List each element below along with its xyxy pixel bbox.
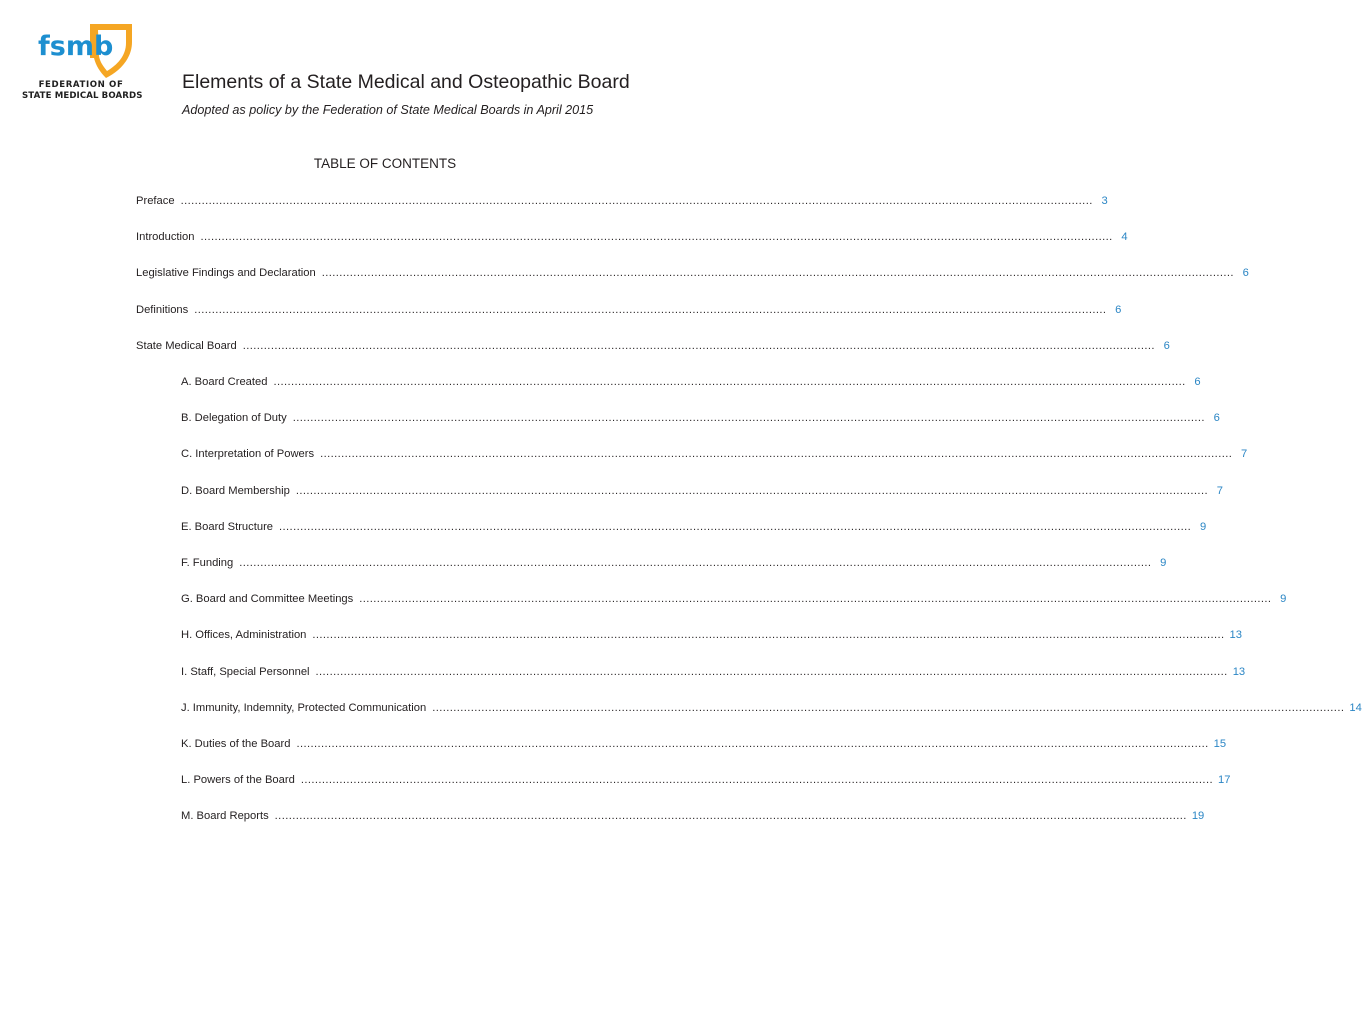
fsmb-logo [22, 22, 143, 102]
toc-dot-leader: .................................................................................................................................................................................................................................................................... [239, 557, 1152, 569]
toc-dot-leader: .................................................................................................................................................................................................................................................................... [274, 810, 1187, 823]
toc-entry-label: E. Board Structure [181, 520, 274, 533]
toc-entry[interactable] [181, 484, 1223, 501]
toc-entry-label: B. Delegation of Duty [181, 412, 287, 425]
toc-page-number[interactable]: 13 [1229, 629, 1242, 642]
page-subtitle: Adopted as policy by the Federation of State Medical Boards in April 2015 [182, 103, 594, 117]
toc-dot-leader: .................................................................................................................................................................................................................................................................... [432, 701, 1345, 714]
toc-page-number[interactable]: 6 [1194, 376, 1201, 388]
logo-wordmark: fsmb [38, 31, 114, 62]
toc-entry-label: F. Funding [181, 557, 234, 569]
toc-entry[interactable] [181, 810, 1205, 826]
toc-entry-label: H. Offices, Administration [181, 629, 307, 642]
toc-entry[interactable] [136, 231, 1128, 247]
shield-icon [38, 22, 138, 80]
toc-entry[interactable] [181, 701, 1362, 718]
toc-page-number[interactable]: 6 [1213, 412, 1220, 425]
toc-dot-leader: .................................................................................................................................................................................................................................................................... [200, 231, 1113, 244]
toc-entry-label: K. Duties of the Board [181, 738, 291, 750]
toc-page-number[interactable]: 6 [1163, 339, 1170, 352]
toc-entry-label: M. Board Reports [181, 810, 269, 823]
toc-page-number[interactable]: 19 [1191, 810, 1205, 823]
toc-entry[interactable] [181, 557, 1167, 573]
toc-entry[interactable] [181, 593, 1287, 609]
toc-page-number[interactable]: 9 [1160, 557, 1167, 569]
toc-entry[interactable] [181, 412, 1220, 428]
toc-dot-leader: .................................................................................................................................................................................................................................................................... [296, 738, 1209, 750]
toc-page-number[interactable]: 7 [1216, 484, 1223, 497]
toc-entry[interactable] [181, 629, 1242, 645]
toc-entry-label: A. Board Created [181, 376, 268, 388]
toc-page-number[interactable]: 6 [1242, 267, 1249, 280]
logo-line-2: STATE MEDICAL BOARDS [22, 91, 143, 101]
toc-page-number[interactable]: 9 [1199, 520, 1207, 533]
toc-heading: TABLE OF CONTENTS [313, 156, 457, 171]
page-title: Elements of a State Medical and Osteopathic Board [182, 71, 630, 93]
toc-dot-leader: .................................................................................................................................................................................................................................................................... [321, 267, 1234, 280]
toc-page-number[interactable]: 3 [1101, 195, 1108, 207]
toc-entry-label: Legislative Findings and Declaration [136, 267, 316, 280]
toc-entry[interactable] [136, 195, 1108, 211]
toc-dot-leader: .................................................................................................................................................................................................................................................................... [300, 774, 1213, 787]
toc-dot-leader: .................................................................................................................................................................................................................................................................... [312, 629, 1225, 642]
toc-entry-label: C. Interpretation of Powers [181, 448, 315, 461]
toc-entry[interactable] [181, 738, 1227, 754]
toc-page-number[interactable]: 13 [1232, 665, 1246, 678]
toc-dot-leader: .................................................................................................................................................................................................................................................................... [295, 484, 1208, 497]
toc-dot-leader: .................................................................................................................................................................................................................................................................... [315, 665, 1228, 678]
toc-dot-leader: .................................................................................................................................................................................................................................................................... [273, 376, 1186, 388]
toc-entry-label: State Medical Board [136, 339, 237, 352]
toc-dot-leader: .................................................................................................................................................................................................................................................................... [242, 339, 1155, 352]
toc-entry[interactable] [181, 665, 1246, 682]
toc-page-number[interactable]: 15 [1213, 738, 1227, 750]
toc-page-number[interactable]: 4 [1121, 231, 1128, 244]
toc-entry[interactable] [136, 339, 1170, 356]
toc-entry-label: Definitions [136, 303, 189, 316]
toc-entry[interactable] [181, 376, 1201, 392]
toc-entry[interactable] [181, 520, 1207, 537]
toc-entry-label: Preface [136, 195, 175, 207]
toc-entry-label: I. Staff, Special Personnel [181, 665, 310, 678]
toc-dot-leader: .................................................................................................................................................................................................................................................................... [194, 303, 1107, 316]
toc-entry[interactable] [136, 303, 1122, 320]
toc-entry[interactable] [181, 448, 1248, 464]
toc-entry-label: Introduction [136, 231, 195, 244]
toc-entry-label: G. Board and Committee Meetings [181, 593, 354, 606]
toc-dot-leader: .................................................................................................................................................................................................................................................................... [180, 195, 1093, 207]
toc-entry-label: D. Board Membership [181, 484, 290, 497]
toc-page-number[interactable]: 14 [1349, 701, 1362, 714]
toc-dot-leader: .................................................................................................................................................................................................................................................................... [359, 593, 1272, 606]
toc-entry-label: L. Powers of the Board [181, 774, 295, 787]
toc-page-number[interactable]: 17 [1217, 774, 1231, 787]
toc-page-number[interactable]: 9 [1280, 593, 1287, 606]
toc-dot-leader: .................................................................................................................................................................................................................................................................... [292, 412, 1205, 425]
toc-dot-leader: .................................................................................................................................................................................................................................................................... [320, 448, 1233, 461]
toc-dot-leader: .................................................................................................................................................................................................................................................................... [279, 520, 1192, 533]
logo-line-1: FEDERATION OF [38, 80, 124, 90]
toc-entry-label: J. Immunity, Indemnity, Protected Communication [181, 701, 427, 714]
toc-page-number[interactable]: 6 [1115, 303, 1122, 316]
toc-entry[interactable] [136, 267, 1249, 283]
toc-page-number[interactable]: 7 [1241, 448, 1248, 461]
toc-entry[interactable] [181, 774, 1231, 790]
